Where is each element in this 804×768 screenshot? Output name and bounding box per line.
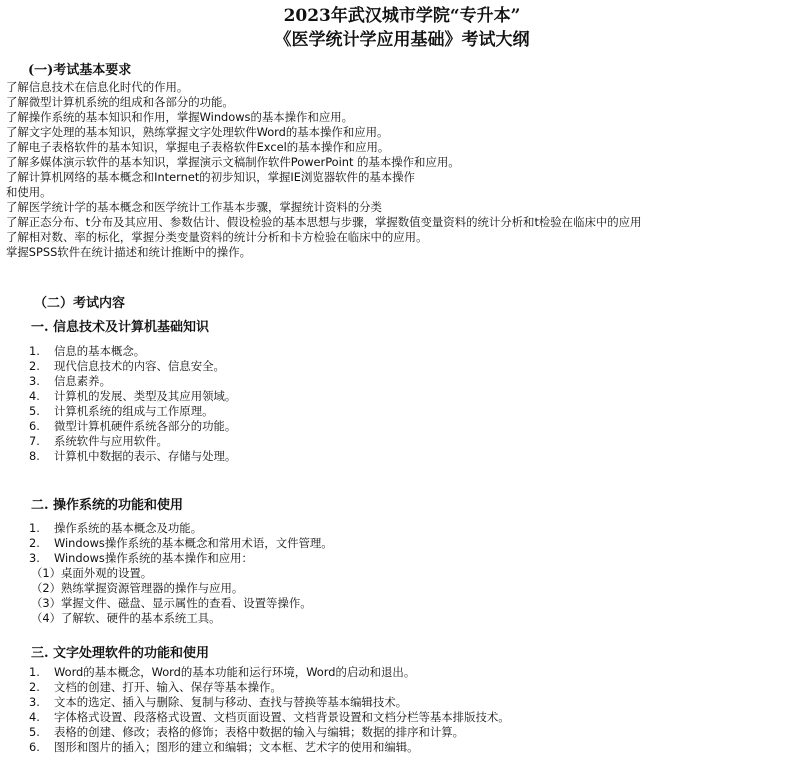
item-number: 1.	[29, 665, 40, 679]
chapter-2-item	[29, 536, 333, 550]
chapter-1-item	[29, 344, 145, 358]
item-number: 1.	[29, 344, 40, 358]
chapter-2-subitem: （2）熟练掌握资源管理器的操作与应用。	[31, 581, 244, 595]
chapter-3-item	[29, 695, 407, 709]
document-title-line-2: 《医学统计学应用基础》考试大纲	[274, 30, 530, 50]
item-text: Windows操作系统的基本概念和常用术语，文件管理。	[54, 536, 333, 550]
section-basic-requirements-heading: (一)考试基本要求	[28, 63, 132, 78]
item-number: 1.	[29, 521, 40, 535]
item-number: 2.	[29, 680, 40, 694]
chapter-1-item	[29, 359, 225, 373]
chapter-3-item	[29, 680, 282, 694]
requirement-line: 了解微型计算机系统的组成和各部分的功能。	[6, 95, 234, 109]
item-text: 信息的基本概念。	[54, 344, 146, 358]
chapter-2-subitem: （4）了解软、硬件的基本系统工具。	[31, 611, 221, 625]
requirement-line: 了解计算机网络的基本概念和Internet的初步知识，掌握IE浏览器软件的基本操作	[6, 170, 415, 184]
item-number: 8.	[29, 449, 40, 463]
chapter-2-subitem: （3）掌握文件、磁盘、显示属性的查看、设置等操作。	[31, 596, 312, 610]
chapter-2-item	[29, 521, 202, 535]
chapter-1-item	[29, 389, 236, 403]
chapter-3-item	[29, 740, 419, 754]
item-text: 文本的选定、插入与删除、复制与移动、查找与替换等基本编辑技术。	[54, 695, 408, 709]
document-title-line-1: 2023年武汉城市学院“专升本”	[283, 6, 521, 26]
item-text: 字体格式设置、段落格式设置、文档页面设置、文档背景设置和文档分栏等基本排版技术。	[54, 710, 510, 724]
item-number: 6.	[29, 419, 40, 433]
chapter-2-subitem: （1）桌面外观的设置。	[31, 566, 153, 580]
chapter-1-item	[29, 449, 236, 463]
chapter-1-item	[29, 434, 168, 448]
item-text: 计算机系统的组成与工作原理。	[54, 404, 214, 418]
item-text: 操作系统的基本概念及功能。	[54, 521, 203, 535]
chapter-2-heading: 二. 操作系统的功能和使用	[31, 498, 184, 513]
requirement-line: 了解正态分布、t分布及其应用、参数估计、假设检验的基本思想与步骤，掌握数值变量资料的统计分析和t检验在临床中的应用	[6, 215, 642, 229]
item-text: 计算机中数据的表示、存储与处理。	[54, 449, 237, 463]
item-number: 2.	[29, 536, 40, 550]
requirement-line: 掌握SPSS软件在统计描述和统计推断中的操作。	[6, 245, 251, 259]
item-number: 3.	[29, 695, 40, 709]
item-number: 3.	[29, 374, 40, 388]
item-number: 5.	[29, 725, 40, 739]
requirement-line: 了解多媒体演示软件的基本知识，掌握演示文稿制作软件PowerPoint 的基本操作和应用。	[6, 155, 460, 169]
chapter-3-item	[29, 710, 510, 724]
chapter-2-item	[29, 551, 253, 565]
requirement-line: 了解医学统计学的基本概念和医学统计工作基本步骤，掌握统计资料的分类	[6, 200, 382, 214]
chapter-3-item	[29, 725, 464, 739]
requirement-line: 了解操作系统的基本知识和作用，掌握Windows的基本操作和应用。	[6, 110, 354, 124]
item-number: 4.	[29, 389, 40, 403]
item-text: 微型计算机硬件系统各部分的功能。	[54, 419, 237, 433]
item-text: 系统软件与应用软件。	[54, 434, 168, 448]
item-text: 计算机的发展、类型及其应用领域。	[54, 389, 237, 403]
item-text: 信息素养。	[54, 374, 111, 388]
item-number: 4.	[29, 710, 40, 724]
requirement-line: 了解电子表格软件的基本知识，掌握电子表格软件Excel的基本操作和应用。	[6, 140, 390, 154]
item-number: 6.	[29, 740, 40, 754]
item-text: Windows操作系统的基本操作和应用：	[54, 551, 253, 565]
chapter-1-heading: 一. 信息技术及计算机基础知识	[31, 320, 210, 335]
item-number: 3.	[29, 551, 40, 565]
item-text: 图形和图片的插入；图形的建立和编辑；文本框、艺术字的使用和编辑。	[54, 740, 419, 754]
item-number: 5.	[29, 404, 40, 418]
item-number: 2.	[29, 359, 40, 373]
item-text: 现代信息技术的内容、信息安全。	[54, 359, 225, 373]
item-text: 文档的创建、打开、输入、保存等基本操作。	[54, 680, 282, 694]
requirement-line: 了解文字处理的基本知识，熟练掌握文字处理软件Word的基本操作和应用。	[6, 125, 389, 139]
chapter-3-item	[29, 665, 415, 679]
item-number: 7.	[29, 434, 40, 448]
chapter-1-item	[29, 374, 111, 388]
requirement-line: 和使用。	[6, 185, 52, 199]
requirement-line: 了解信息技术在信息化时代的作用。	[6, 80, 189, 94]
chapter-3-heading: 三. 文字处理软件的功能和使用	[31, 646, 210, 661]
requirement-line: 了解相对数、率的标化，掌握分类变量资料的统计分析和卡方检验在临床中的应用。	[6, 230, 428, 244]
chapter-1-item	[29, 404, 213, 418]
chapter-1-item	[29, 419, 236, 433]
section-exam-content-heading: （二）考试内容	[34, 296, 126, 311]
item-text: Word的基本概念，Word的基本功能和运行环境，Word的启动和退出。	[54, 665, 416, 679]
item-text: 表格的创建、修改；表格的修饰；表格中数据的输入与编辑；数据的排序和计算。	[54, 725, 465, 739]
